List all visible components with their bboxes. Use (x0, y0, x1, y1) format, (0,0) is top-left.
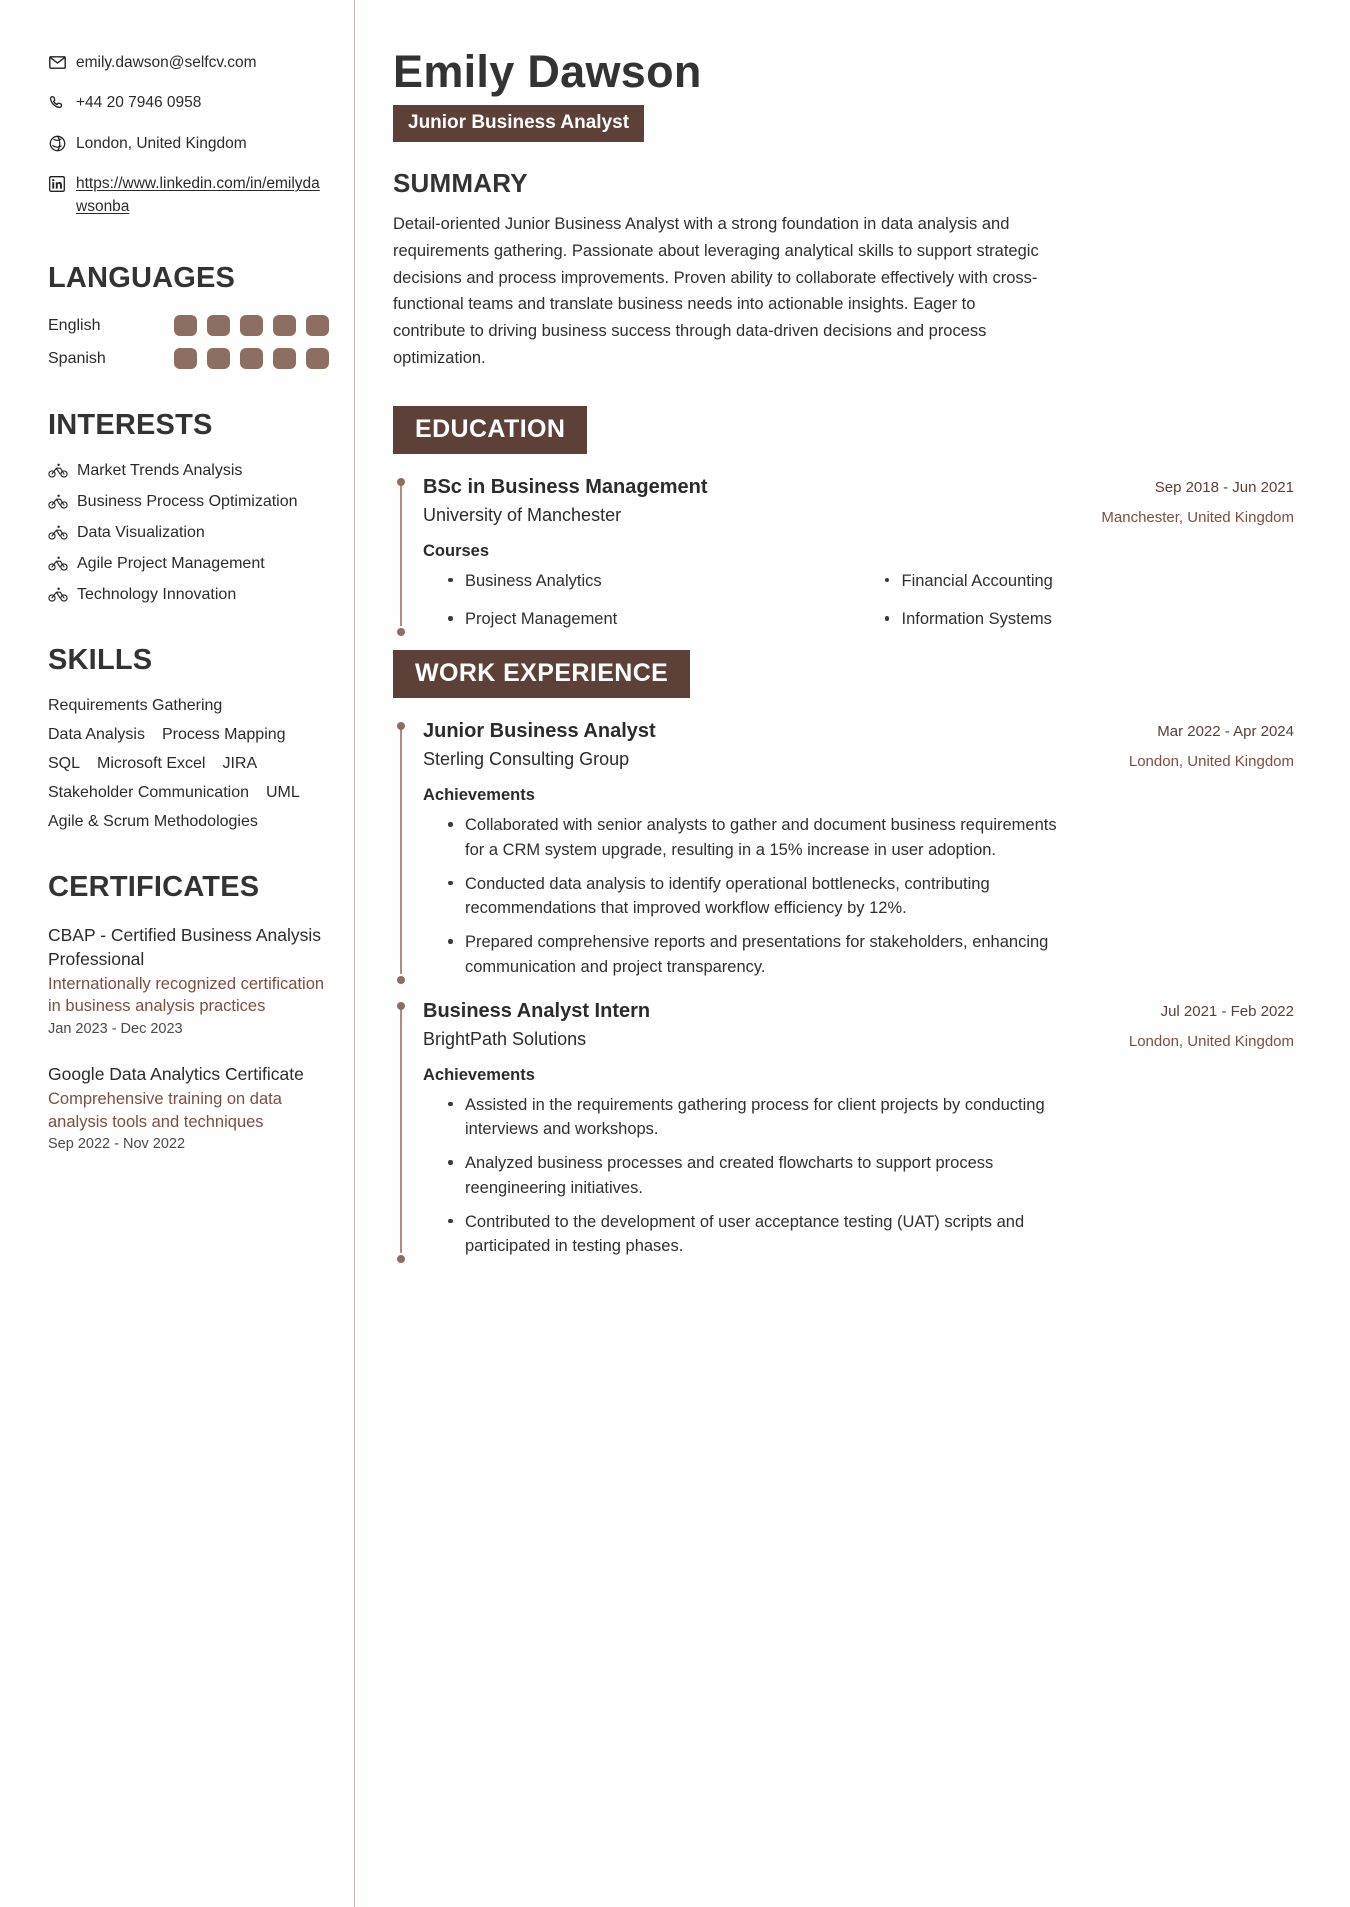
interest-item (48, 493, 329, 511)
achievement-item: Prepared comprehensive reports and presentations for stakeholders, enhancing communication and project transparency. (447, 930, 1067, 980)
languages-heading: LANGUAGES (48, 262, 236, 295)
timeline-end-dot (397, 1255, 405, 1263)
certificate-description: Internationally recognized certification in business analysis practices (48, 974, 325, 1016)
interests-section (48, 411, 329, 604)
languages-section (48, 264, 329, 369)
achievement-item: Analyzed business processes and created flowcharts to support process reengineering initiatives. (447, 1151, 1067, 1201)
education-banner: EDUCATION (393, 406, 587, 454)
skill-item: Requirements Gathering (48, 697, 223, 715)
achievement-item: Assisted in the requirements gathering process for client projects by conducting interviews and workshops. (447, 1093, 1067, 1143)
course-item: Project Management (447, 607, 858, 632)
language-name: English (48, 316, 101, 334)
email-icon (48, 53, 66, 72)
contact-row[interactable] (48, 173, 329, 218)
certificate-item (48, 1063, 329, 1152)
school-name: University of Manchester (423, 504, 622, 525)
course-item: Information Systems (884, 607, 1295, 632)
experience-location: London, United Kingdom (1128, 753, 1294, 771)
interest-label: Data Visualization (77, 524, 205, 542)
interest-label: Market Trends Analysis (77, 462, 243, 480)
education-section (393, 406, 1294, 633)
achievement-item: Collaborated with senior analysts to gather and document business requirements for a CRM system upgrade, resulting in a 15% increase in user adoption. (447, 813, 1067, 863)
skill-item: JIRA (222, 755, 258, 773)
achievements-label: Achievements (423, 1065, 535, 1084)
job-title: Business Analyst Intern (423, 999, 651, 1022)
contact-row (48, 133, 329, 155)
languages-list (48, 315, 329, 369)
level-box (207, 348, 230, 369)
language-row (48, 348, 329, 369)
contact-row (48, 92, 329, 114)
experience-section (393, 650, 1294, 1259)
certificate-date: Sep 2022 - Nov 2022 (48, 1136, 186, 1153)
interest-item (48, 586, 329, 604)
education-location: Manchester, United Kingdom (1101, 508, 1294, 526)
skills-list (48, 697, 328, 831)
experience-banner: WORK EXPERIENCE (393, 650, 690, 698)
skill-item: Data Analysis (48, 726, 145, 744)
skills-heading: SKILLS (48, 644, 153, 677)
level-box (174, 348, 197, 369)
courses-label: Courses (423, 541, 490, 560)
phone-icon (48, 93, 66, 112)
achievements-list (423, 813, 1294, 980)
achievement-item: Conducted data analysis to identify operational bottlenecks, contributing recommendations that improved workflow efficiency by 12%. (447, 872, 1067, 922)
interest-item (48, 524, 329, 542)
experience-date: Mar 2022 - Apr 2024 (1157, 723, 1294, 741)
interest-label: Business Process Optimization (77, 493, 298, 511)
company-name: BrightPath Solutions (423, 1028, 587, 1049)
skill-item: UML (266, 784, 300, 802)
courses-list (423, 569, 1294, 633)
interest-label: Technology Innovation (77, 586, 237, 604)
certificate-description: Comprehensive training on data analysis tools and techniques (48, 1089, 282, 1131)
level-box (306, 315, 329, 336)
timeline-end-dot (397, 628, 405, 636)
linkedin-icon (48, 174, 66, 193)
contact-text: London, United Kingdom (76, 134, 247, 152)
summary-heading: SUMMARY (393, 168, 528, 199)
education-date: Sep 2018 - Jun 2021 (1154, 478, 1294, 496)
contact-text: emily.dawson@selfcv.com (76, 54, 257, 71)
level-box (174, 315, 197, 336)
interests-list (48, 462, 329, 604)
degree-title: BSc in Business Management (423, 475, 708, 498)
bicycle-icon (48, 463, 68, 479)
education-entry (393, 474, 1294, 633)
certificate-title: Google Data Analytics Certificate (48, 1064, 304, 1085)
bicycle-icon (48, 556, 68, 572)
contact-text: https://www.linkedin.com/in/emilydawsonba (76, 175, 320, 215)
interest-item (48, 555, 329, 573)
globe-icon (48, 134, 66, 153)
language-level (174, 348, 329, 369)
achievements-label: Achievements (423, 786, 535, 805)
level-box (273, 348, 296, 369)
skill-item: Process Mapping (161, 726, 286, 744)
summary-text: Detail-oriented Junior Business Analyst with a strong foundation in data analysis and requirements gathering. Passionate about leveraging analytical skills to support strategic decisions and process improvements. Proven ability to collaborate effectively with cross-functional teams and translate business needs into actionable insights. Eager to contribute to driving business success through data-driven decisions and process optimization. (393, 215, 1039, 367)
achievement-item: Contributed to the development of user acceptance testing (UAT) scripts and participated in testing phases. (447, 1210, 1067, 1260)
skill-item: Stakeholder Communication (48, 784, 249, 802)
certificate-title: CBAP - Certified Business Analysis Professional (48, 925, 321, 969)
language-row (48, 315, 329, 336)
level-box (240, 315, 263, 336)
bicycle-icon (48, 525, 68, 541)
contact-row (48, 52, 329, 74)
company-name: Sterling Consulting Group (423, 749, 630, 770)
main-column (355, 0, 1350, 1907)
course-item: Financial Accounting (884, 569, 1295, 594)
skills-section (48, 646, 329, 831)
sidebar (0, 0, 355, 1907)
course-item: Business Analytics (447, 569, 858, 594)
experience-location: London, United Kingdom (1128, 1032, 1294, 1050)
contact-list (48, 52, 329, 218)
language-level (174, 315, 329, 336)
role-badge: Junior Business Analyst (393, 105, 644, 142)
job-title: Junior Business Analyst (423, 720, 656, 743)
interests-heading: INTERESTS (48, 409, 213, 442)
certificates-heading: CERTIFICATES (48, 871, 260, 904)
page-title: Emily Dawson (393, 46, 702, 97)
certificates-section (48, 873, 329, 1152)
level-box (306, 348, 329, 369)
language-name: Spanish (48, 349, 106, 367)
experience-entry (393, 998, 1294, 1260)
skill-item: SQL (48, 755, 81, 773)
skill-item: Agile & Scrum Methodologies (48, 813, 258, 831)
skill-item: Microsoft Excel (97, 755, 206, 773)
certificate-item (48, 924, 329, 1037)
level-box (207, 315, 230, 336)
interest-label: Agile Project Management (77, 555, 265, 573)
bicycle-icon (48, 587, 68, 603)
certificate-date: Jan 2023 - Dec 2023 (48, 1021, 183, 1038)
experience-entry (393, 718, 1294, 980)
timeline-end-dot (397, 976, 405, 984)
interest-item (48, 462, 329, 480)
certificates-list (48, 924, 329, 1152)
achievements-list (423, 1093, 1294, 1260)
bicycle-icon (48, 494, 68, 510)
contact-text: +44 20 7946 0958 (76, 94, 202, 112)
experience-date: Jul 2021 - Feb 2022 (1160, 1002, 1294, 1020)
level-box (273, 315, 296, 336)
level-box (240, 348, 263, 369)
